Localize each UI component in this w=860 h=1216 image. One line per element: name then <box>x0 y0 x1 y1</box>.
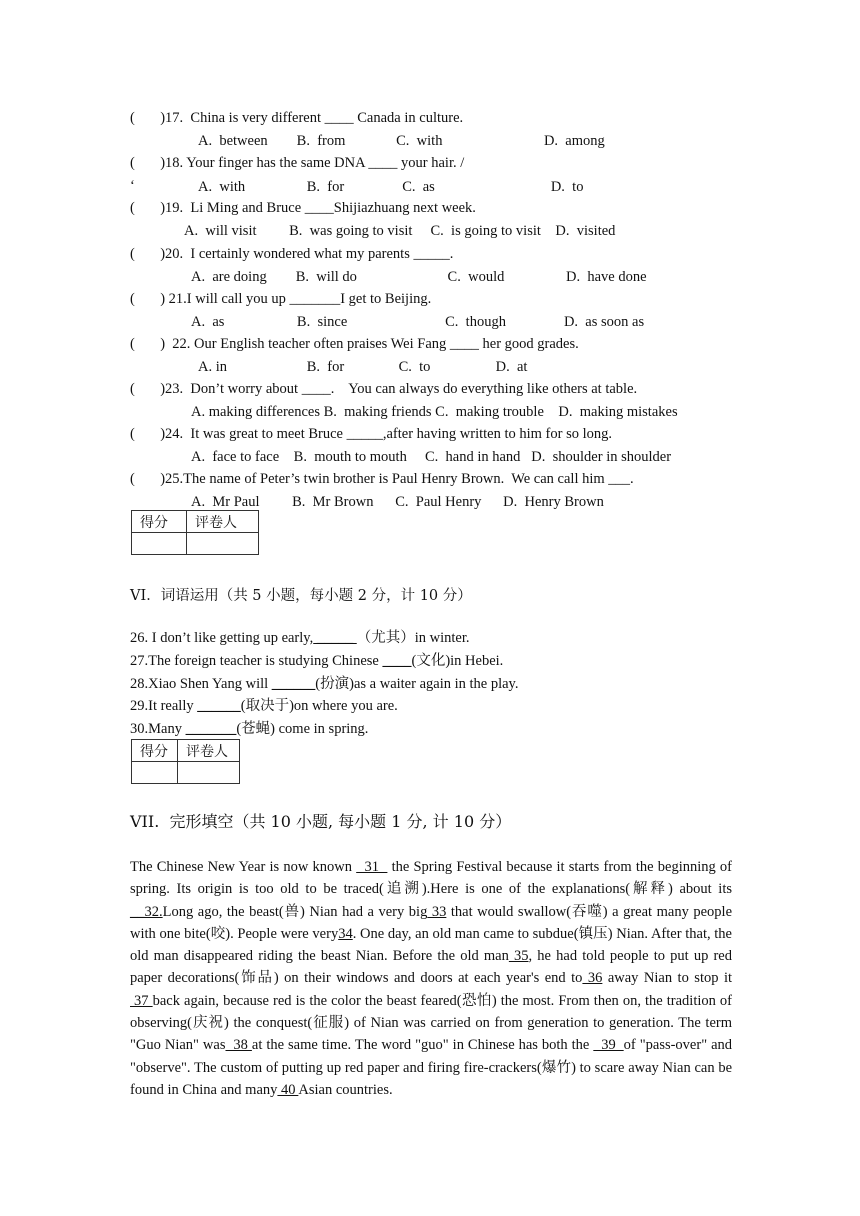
score-label: 得分 <box>132 740 178 762</box>
score-cell <box>132 533 187 555</box>
cloze-passage <box>130 856 732 1101</box>
cloze-blank: 38 <box>225 1037 252 1054</box>
grader-cell <box>178 762 240 784</box>
question-text: ( ) 22. Our English teacher often praises Wei Fang ____ her good grades. <box>130 336 579 352</box>
question-text: ( )23. Don’t worry about ____. You can always do everything like others at table. <box>130 381 638 397</box>
fill-item-27: 27.The foreign teacher is studying Chinese ____(文化)in Hebei. <box>130 653 504 669</box>
question-options: A. between B. from C. with D. among <box>198 133 605 149</box>
fill-item-28: 28.Xiao Shen Yang will ______(扮演)as a waiter again in the play. <box>130 676 519 692</box>
cloze-blank: 36 <box>582 970 603 987</box>
question-text: ( )24. It was great to meet Bruce _____,after having written to him for so long. <box>130 426 613 442</box>
question-text: ( )25.The name of Peter’s twin brother is Paul Henry Brown. We can call him ___. <box>130 471 634 487</box>
section-title: VI．词语运用（共 5 小题，每小题 2 分，计 10 分） <box>130 588 472 604</box>
cloze-text: Asian countries. <box>298 1081 393 1098</box>
question-text: ( )17. China is very different ____ Canada in culture. <box>130 110 464 126</box>
cloze-blank: __32. <box>130 903 163 920</box>
question-options: A. as B. since C. though D. as soon as <box>191 314 645 330</box>
cloze-text: the Spring Festival because it starts from the beginning of spring. Its origin is too old to be traced(追溯).Here is one of the explanations(解释) about its <box>130 859 733 898</box>
question-options: A. will visit B. was going to visit C. is going to visit D. visited <box>184 223 616 239</box>
cloze-blank: 39 <box>593 1037 624 1054</box>
question-options: A. with B. for C. as D. to <box>198 179 584 195</box>
cloze-text: . One day, an old man came to subdue(镇压) Nian. After that, the old man disappeared riding the beast Nian. Before the old man <box>130 925 732 965</box>
question-options: A. face to face B. mouth to mouth C. hand in hand D. shoulder in shoulder <box>191 449 672 465</box>
grader-label: 评卷人 <box>187 511 259 533</box>
cloze-text: The Chinese New Year is now known <box>130 859 357 875</box>
fill-item-29: 29.It really ______(取决于)on where you are. <box>130 698 398 714</box>
cloze-blank: 31 <box>356 859 388 875</box>
cloze-text: of "pass-over" and "observe". The custom of putting up red paper and firing fire-crackers(爆竹) to scare away Nian can be found in China and many <box>130 1037 733 1098</box>
score-cell <box>132 762 178 784</box>
cloze-blank: 40 <box>277 1081 299 1098</box>
cloze-text: back again, because red is the color the beast feared(恐怕) the most. From then on, the tradition of observing(庆祝) the conquest(征服) of Nian was carried on from generation to generation. The term "Guo Nian" was <box>130 992 733 1054</box>
question-options: A. in B. for C. to D. at <box>198 359 528 375</box>
question-options: A. Mr Paul B. Mr Brown C. Paul Henry D. Henry Brown <box>191 494 604 510</box>
fill-item-26: 26. I don’t like getting up early, _____ （尤其）in winter. <box>130 630 470 646</box>
question-text: ( )20. I certainly wondered what my parents _____. <box>130 246 454 262</box>
question-options: A. are doing B. will do C. would D. have done <box>191 269 647 285</box>
score-table <box>131 739 240 784</box>
cloze-blank: 34 <box>338 925 353 942</box>
cloze-text: away Nian to stop it <box>602 970 732 987</box>
cloze-blank: 37 <box>130 992 153 1009</box>
fill-item-30: 30.Many _______(苍蝇) come in spring. <box>130 721 369 737</box>
cloze-text: Long ago, the beast(兽) Nian had a very big <box>162 903 428 920</box>
cloze-blank: 35 <box>508 948 529 965</box>
question-text: ( )19. Li Ming and Bruce ____Shijiazhuang next week. <box>130 200 476 216</box>
question-options: A. making differences B. making friends C. making trouble D. making mistakes <box>191 404 678 420</box>
question-text: ( ) 21.I will call you up _______I get to Beijing. <box>130 291 432 307</box>
cloze-text: , he had told people to put up red paper decorations(饰品) on their windows and doors at each year's end to <box>130 948 732 987</box>
score-table <box>131 510 259 555</box>
question-text: ( )18. Your finger has the same DNA ____ your hair. / <box>130 155 465 171</box>
section-title: VII. 完形填空（共 10 小题, 每小题 1 分, 计 10 分） <box>130 812 512 831</box>
score-label: 得分 <box>132 511 187 533</box>
grader-label: 评卷人 <box>178 740 240 762</box>
stray-mark: ‘ <box>130 178 135 194</box>
grader-cell <box>187 533 259 555</box>
cloze-text: that would swallow(吞噬) a great many people with one bite(咬). People were very <box>130 903 733 942</box>
cloze-text: at the same time. The word "guo" in Chinese has both the <box>251 1037 594 1054</box>
cloze-blank: 33 <box>427 903 447 920</box>
